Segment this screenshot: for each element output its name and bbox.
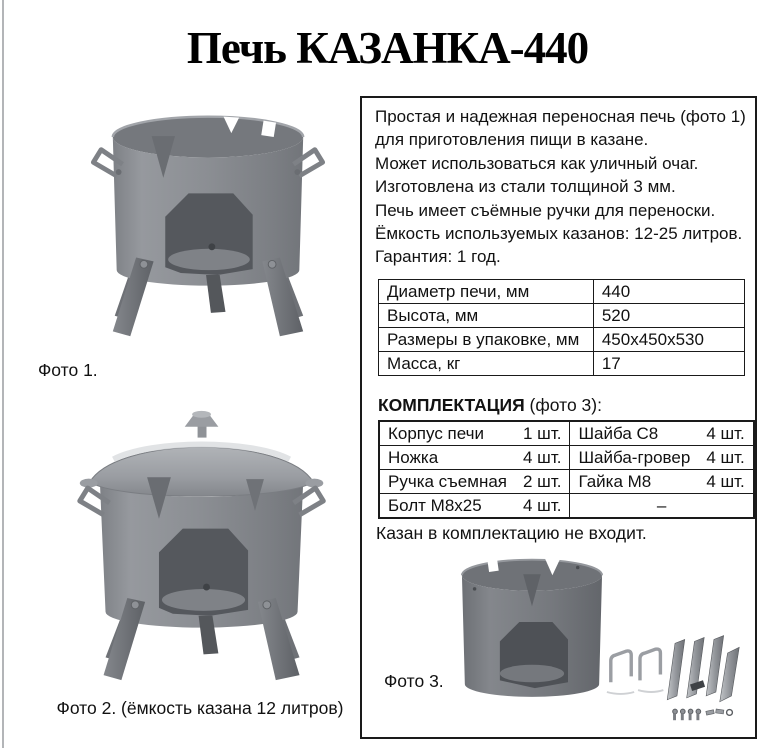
table-row xyxy=(379,328,745,352)
info-panel xyxy=(360,96,757,739)
kit-qty: 4 шт. xyxy=(515,494,570,519)
table-row xyxy=(379,446,754,470)
kit-item: Шайба С8 xyxy=(570,421,698,446)
handle-part xyxy=(640,649,660,680)
fastener xyxy=(673,709,678,714)
handle-part xyxy=(611,651,631,682)
kit-qty: 2 шт. xyxy=(515,470,570,494)
table-row xyxy=(379,304,745,328)
kit-qty: 4 шт. xyxy=(698,421,753,446)
firebox-floor xyxy=(162,589,245,611)
firebox-floor xyxy=(500,665,564,683)
kit-parts-illustration xyxy=(428,548,743,728)
page-title: Печь КАЗАНКА-440 xyxy=(186,23,589,73)
stove-illustration xyxy=(72,100,344,348)
fastener xyxy=(727,710,733,716)
description-block xyxy=(375,105,746,269)
fastener xyxy=(696,713,699,720)
table-row xyxy=(379,280,745,304)
spec-value: 450х450х530 xyxy=(593,328,744,352)
fastener xyxy=(681,713,684,720)
spec-label: Высота, мм xyxy=(379,304,594,328)
description-line: Ёмкость используемых казанов: 12-25 литров. xyxy=(375,224,743,244)
kit-qty: 4 шт. xyxy=(698,470,753,494)
fastener xyxy=(688,709,693,714)
leg-part xyxy=(667,639,685,699)
photo1-stove-image xyxy=(72,100,344,348)
fastener xyxy=(680,709,685,714)
description-line: Изготовлена из стали толщиной 3 мм. xyxy=(375,177,676,197)
kit-item: Ручка съемная xyxy=(379,470,515,494)
photo2-stove-with-kazan-image xyxy=(60,396,352,693)
spec-value: 17 xyxy=(593,352,744,376)
leg-part xyxy=(706,636,724,696)
description-line: Гарантия: 1 год. xyxy=(375,247,501,267)
kit-heading xyxy=(378,395,602,416)
kit-qty: 4 шт. xyxy=(698,446,753,470)
photo2-caption: Фото 2. (ёмкость казана 12 литров) xyxy=(56,698,344,718)
fastener xyxy=(696,709,701,714)
kit-item-empty: – xyxy=(570,494,754,519)
rim-notch xyxy=(261,121,276,137)
photo3-caption: Фото 3. xyxy=(384,671,444,691)
page-edge-line xyxy=(2,0,4,748)
table-row xyxy=(379,470,754,494)
description-line: для приготовления пищи в казане. xyxy=(375,130,649,150)
spec-value: 520 xyxy=(593,304,744,328)
kit-item: Корпус печи xyxy=(379,421,515,446)
description-line: Простая и надежная переносная печь (фото 1) xyxy=(375,107,746,126)
fastener xyxy=(673,713,676,720)
description-line: Печь имеет съёмные ручки для переноски. xyxy=(375,200,716,220)
kit-item: Шайба-гровер xyxy=(570,446,698,470)
photo1-caption: Фото 1. xyxy=(38,360,98,380)
kit-item: Гайка М8 xyxy=(570,470,698,494)
spec-label: Размеры в упаковке, мм xyxy=(379,328,594,352)
kit-item: Болт М8х25 xyxy=(379,494,515,519)
specs-table xyxy=(378,279,745,376)
kit-item: Ножка xyxy=(379,446,515,470)
leg-part xyxy=(720,647,739,701)
rim-notch xyxy=(487,559,498,572)
kit-heading-bold: КОМПЛЕКТАЦИЯ xyxy=(378,395,525,415)
kit-qty: 4 шт. xyxy=(515,446,570,470)
spec-label: Диаметр печи, мм xyxy=(379,280,594,304)
fastener xyxy=(706,710,714,715)
kit-qty: 1 шт. xyxy=(515,421,570,446)
kit-heading-rest: (фото 3): xyxy=(524,395,602,415)
photo3-kit-image xyxy=(428,548,743,728)
kit-table xyxy=(378,420,755,519)
spec-value: 440 xyxy=(593,280,744,304)
fastener xyxy=(716,709,724,714)
stove-with-lid-illustration xyxy=(60,396,352,693)
fastener xyxy=(689,713,692,720)
kit-note: Казан в комплектацию не входит. xyxy=(376,523,647,543)
table-row xyxy=(379,494,754,519)
firebox-floor xyxy=(168,249,250,270)
table-row xyxy=(379,352,745,376)
spec-label: Масса, кг xyxy=(379,352,594,376)
table-row xyxy=(379,421,754,446)
description-line: Может использоваться как уличный очаг. xyxy=(375,153,699,173)
